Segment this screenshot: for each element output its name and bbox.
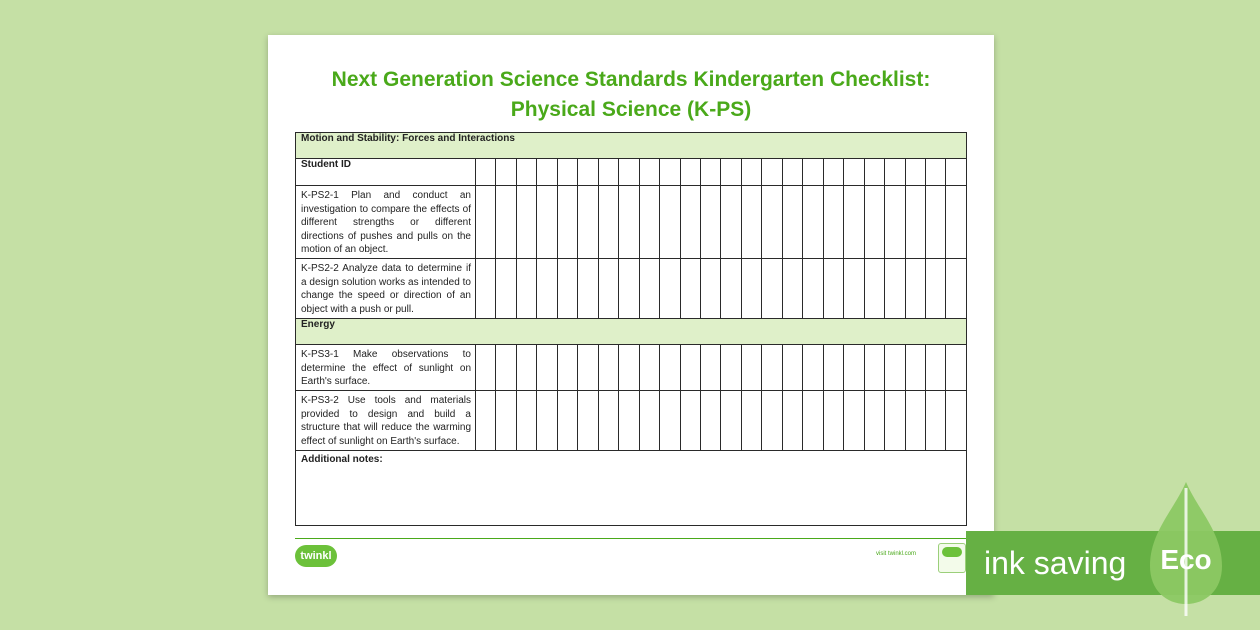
checkbox-cell[interactable] [680, 186, 700, 259]
quality-badge-icon [938, 543, 966, 573]
checkbox-cell[interactable] [885, 391, 905, 451]
checkbox-cell[interactable] [844, 186, 864, 259]
checkbox-cell[interactable] [496, 391, 516, 451]
checkbox-cell[interactable] [619, 345, 639, 391]
checkbox-cell[interactable] [619, 259, 639, 319]
checkbox-cell[interactable] [864, 186, 884, 259]
checkbox-cell[interactable] [557, 259, 577, 319]
checkbox-cell[interactable] [803, 345, 823, 391]
checkbox-cell[interactable] [905, 186, 925, 259]
checkbox-cell[interactable] [803, 259, 823, 319]
ink-saving-label: ink saving [984, 545, 1127, 581]
checkbox-cell[interactable] [516, 391, 536, 451]
checkbox-cell[interactable] [844, 391, 864, 451]
checkbox-cell[interactable] [496, 186, 516, 259]
checkbox-cell[interactable] [762, 259, 782, 319]
checkbox-cell[interactable] [864, 345, 884, 391]
footer-divider [295, 538, 967, 539]
section-row-energy [296, 319, 967, 345]
section-heading-energy: Energy [296, 319, 967, 345]
checkbox-cell[interactable] [557, 345, 577, 391]
checkbox-cell[interactable] [700, 391, 720, 451]
checklist-table [295, 132, 967, 526]
checkbox-cell[interactable] [619, 186, 639, 259]
checkbox-cell[interactable] [700, 345, 720, 391]
checkbox-cell[interactable] [762, 391, 782, 451]
section-heading-motion: Motion and Stability: Forces and Interactions [296, 133, 967, 159]
checkbox-cell[interactable] [557, 391, 577, 451]
standard-row [296, 186, 967, 259]
checkbox-cell[interactable] [598, 159, 618, 186]
checkbox-cell[interactable] [782, 259, 802, 319]
section-row-motion [296, 133, 967, 159]
checkbox-cell[interactable] [537, 259, 557, 319]
student-id-row [296, 159, 967, 186]
checkbox-cell[interactable] [782, 159, 802, 186]
checkbox-cell[interactable] [619, 159, 639, 186]
checkbox-cell[interactable] [925, 159, 945, 186]
checkbox-cell[interactable] [721, 186, 741, 259]
student-id-label: Student ID [296, 159, 476, 186]
checkbox-cell[interactable] [762, 159, 782, 186]
checkbox-cell[interactable] [823, 391, 843, 451]
checkbox-cell[interactable] [946, 345, 967, 391]
checkbox-cell[interactable] [782, 345, 802, 391]
checkbox-cell[interactable] [598, 345, 618, 391]
checkbox-cell[interactable] [925, 345, 945, 391]
checkbox-cell[interactable] [496, 259, 516, 319]
checkbox-cell[interactable] [700, 186, 720, 259]
standard-row [296, 259, 967, 319]
checkbox-cell[interactable] [823, 259, 843, 319]
checkbox-cell[interactable] [537, 159, 557, 186]
checkbox-cell[interactable] [782, 391, 802, 451]
checkbox-cell[interactable] [516, 259, 536, 319]
checkbox-cell[interactable] [557, 186, 577, 259]
checkbox-cell[interactable] [925, 186, 945, 259]
checkbox-cell[interactable] [476, 186, 496, 259]
checkbox-cell[interactable] [741, 259, 761, 319]
checkbox-cell[interactable] [700, 259, 720, 319]
checkbox-cell[interactable] [905, 391, 925, 451]
checkbox-cell[interactable] [885, 259, 905, 319]
checkbox-cell[interactable] [925, 259, 945, 319]
checkbox-cell[interactable] [864, 391, 884, 451]
checkbox-cell[interactable] [864, 159, 884, 186]
checkbox-cell[interactable] [578, 159, 598, 186]
checkbox-cell[interactable] [639, 159, 659, 186]
checkbox-cell[interactable] [721, 159, 741, 186]
checkbox-cell[interactable] [660, 345, 680, 391]
checklist-sheet [268, 35, 994, 595]
notes-row [296, 451, 967, 526]
checkbox-cell[interactable] [721, 345, 741, 391]
checkbox-cell[interactable] [925, 391, 945, 451]
checkbox-cell[interactable] [578, 345, 598, 391]
checkbox-cell[interactable] [905, 159, 925, 186]
checkbox-cell[interactable] [537, 186, 557, 259]
checkbox-cell[interactable] [598, 391, 618, 451]
twinkl-logo: twinkl [295, 545, 337, 567]
checkbox-cell[interactable] [537, 391, 557, 451]
checkbox-cell[interactable] [496, 345, 516, 391]
checkbox-cell[interactable] [578, 391, 598, 451]
checkbox-cell[interactable] [516, 159, 536, 186]
page-title [268, 65, 994, 125]
checkbox-cell[interactable] [823, 345, 843, 391]
checkbox-cell[interactable] [639, 345, 659, 391]
checkbox-cell[interactable] [680, 259, 700, 319]
checkbox-cell[interactable] [946, 391, 967, 451]
checkbox-cell[interactable] [844, 345, 864, 391]
checkbox-cell[interactable] [578, 186, 598, 259]
checkbox-cell[interactable] [476, 391, 496, 451]
checkbox-cell[interactable] [905, 259, 925, 319]
checkbox-cell[interactable] [476, 345, 496, 391]
title-line-2: Physical Science (K-PS) [510, 98, 752, 121]
checkbox-cell[interactable] [639, 391, 659, 451]
checkbox-cell[interactable] [741, 391, 761, 451]
checkbox-cell[interactable] [803, 391, 823, 451]
checkbox-cell[interactable] [639, 186, 659, 259]
checkbox-cell[interactable] [598, 259, 618, 319]
standard-row [296, 345, 967, 391]
checkbox-cell[interactable] [946, 159, 967, 186]
checkbox-cell[interactable] [905, 345, 925, 391]
checkbox-cell[interactable] [639, 259, 659, 319]
checkbox-cell[interactable] [823, 186, 843, 259]
standard-k-ps2-1: K-PS2-1 Plan and conduct an investigation to compare the effects of different strengths or different directions of pushes and pulls on the motion of an object. [296, 186, 476, 259]
checkbox-cell[interactable] [660, 391, 680, 451]
additional-notes-label: Additional notes: [296, 451, 967, 526]
checkbox-cell[interactable] [741, 345, 761, 391]
standard-k-ps3-1: K-PS3-1 Make observations to determine the effect of sunlight on Earth's surface. [296, 345, 476, 391]
checkbox-cell[interactable] [803, 186, 823, 259]
checkbox-cell[interactable] [680, 345, 700, 391]
checkbox-cell[interactable] [721, 391, 741, 451]
checkbox-cell[interactable] [762, 345, 782, 391]
checkbox-cell[interactable] [476, 159, 496, 186]
title-line-1: Next Generation Science Standards Kindergarten Checklist: [331, 68, 931, 91]
checkbox-cell[interactable] [885, 186, 905, 259]
standard-row [296, 391, 967, 451]
checkbox-cell[interactable] [537, 345, 557, 391]
checkbox-cell[interactable] [557, 159, 577, 186]
standard-k-ps2-2: K-PS2-2 Analyze data to determine if a design solution works as intended to change the speed or direction of an object with a push or pull. [296, 259, 476, 319]
checkbox-cell[interactable] [660, 259, 680, 319]
checkbox-cell[interactable] [946, 186, 967, 259]
checkbox-cell[interactable] [598, 186, 618, 259]
standard-k-ps3-2: K-PS3-2 Use tools and materials provided to design and build a structure that will reduce the warming effect of sunlight on Earth's surface. [296, 391, 476, 451]
checkbox-cell[interactable] [660, 186, 680, 259]
checkbox-cell[interactable] [476, 259, 496, 319]
checkbox-cell[interactable] [844, 159, 864, 186]
checkbox-cell[interactable] [885, 345, 905, 391]
checkbox-cell[interactable] [741, 159, 761, 186]
checkbox-cell[interactable] [885, 159, 905, 186]
checkbox-cell[interactable] [803, 159, 823, 186]
checkbox-cell[interactable] [680, 391, 700, 451]
checkbox-cell[interactable] [782, 186, 802, 259]
eco-label: Eco [1160, 544, 1212, 575]
checkbox-cell[interactable] [823, 159, 843, 186]
checkbox-cell[interactable] [619, 391, 639, 451]
checkbox-cell[interactable] [496, 159, 516, 186]
checkbox-cell[interactable] [700, 159, 720, 186]
checkbox-cell[interactable] [762, 186, 782, 259]
checkbox-cell[interactable] [864, 259, 884, 319]
checkbox-cell[interactable] [844, 259, 864, 319]
checkbox-cell[interactable] [721, 259, 741, 319]
checkbox-cell[interactable] [741, 186, 761, 259]
checkbox-cell[interactable] [946, 259, 967, 319]
checkbox-cell[interactable] [516, 345, 536, 391]
checkbox-cell[interactable] [660, 159, 680, 186]
checkbox-cell[interactable] [578, 259, 598, 319]
checkbox-cell[interactable] [516, 186, 536, 259]
checkbox-cell[interactable] [680, 159, 700, 186]
visit-link[interactable]: visit twinkl.com [876, 551, 917, 557]
